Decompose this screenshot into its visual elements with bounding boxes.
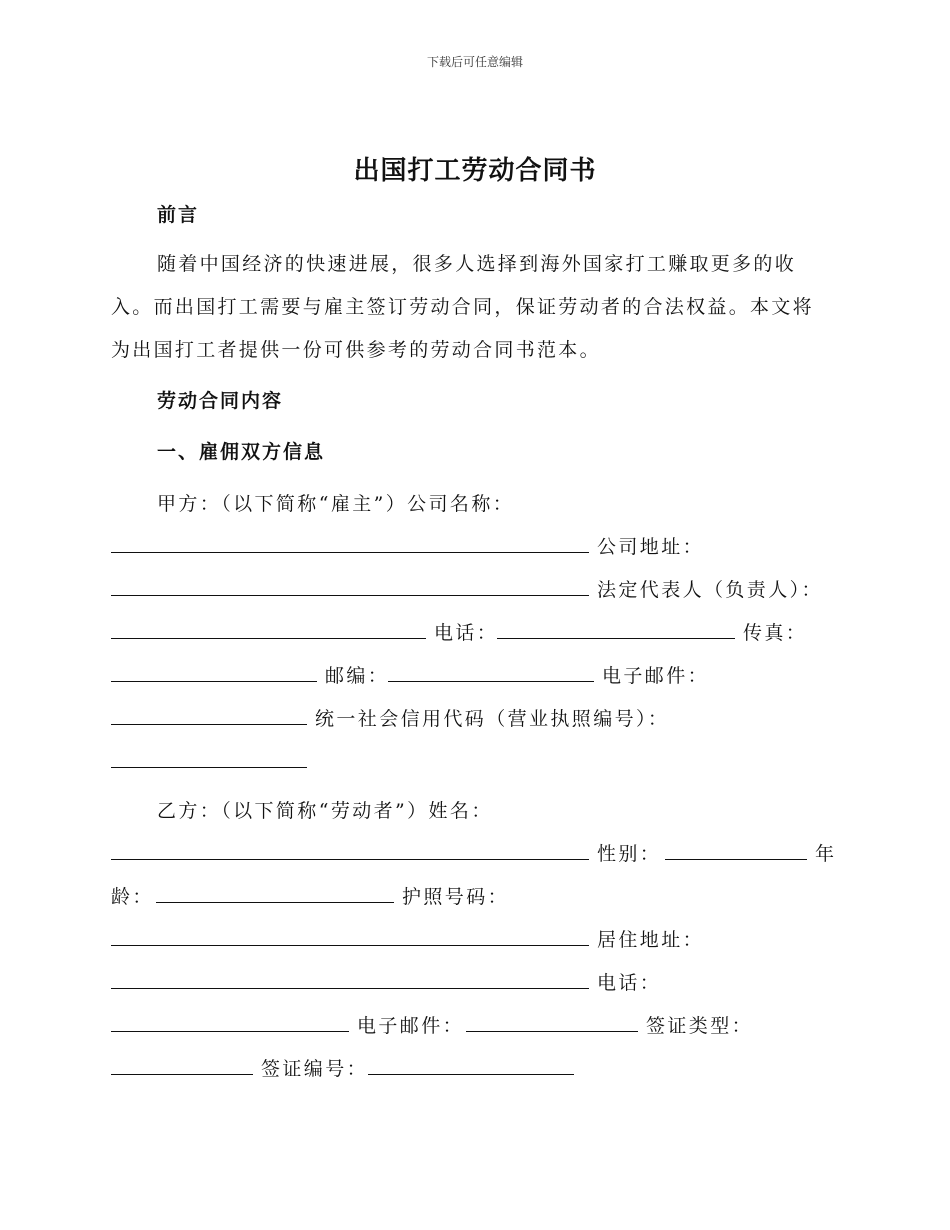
- passport-blank[interactable]: [111, 945, 589, 946]
- worker-name-blank[interactable]: [111, 859, 589, 860]
- gender-blank[interactable]: [665, 859, 807, 860]
- visa-type-blank[interactable]: [111, 1074, 253, 1075]
- company-name-blank[interactable]: [111, 552, 589, 553]
- postcode-blank[interactable]: [388, 681, 594, 682]
- residence-label: 居住地址：: [597, 929, 705, 951]
- visa-no-blank[interactable]: [368, 1074, 574, 1075]
- visa-no-label: 签证编号：: [261, 1058, 369, 1080]
- visa-type-label: 签证类型：: [646, 1015, 754, 1037]
- party-a-phone-label: 电话：: [434, 622, 499, 644]
- preface-line-1: 随着中国经济的快速进展，很多人选择到海外国家打工赚取更多的收: [157, 253, 797, 275]
- age-label-part2: 龄：: [111, 886, 154, 908]
- party-b-phone-blank[interactable]: [111, 1031, 349, 1032]
- age-label-part1: 年: [815, 843, 837, 865]
- party-a-email-blank[interactable]: [111, 724, 307, 725]
- preface-line-3: 为出国打工者提供一份可供参考的劳动合同书范本。: [111, 339, 601, 361]
- party-a-phone-blank[interactable]: [497, 638, 735, 639]
- section1-heading: 一、雇佣双方信息: [157, 441, 326, 463]
- party-b-intro: 乙方：（以下简称“劳动者”）姓名：: [157, 800, 493, 822]
- company-address-label: 公司地址：: [597, 536, 705, 558]
- legal-rep-label: 法定代表人（负责人）：: [597, 579, 823, 601]
- legal-rep-blank[interactable]: [111, 638, 426, 639]
- document-title: 出国打工劳动合同书: [353, 156, 597, 186]
- party-b-phone-label: 电话：: [597, 972, 662, 994]
- party-a-email-label: 电子邮件：: [602, 665, 710, 687]
- contract-heading: 劳动合同内容: [157, 390, 284, 412]
- preface-heading: 前言: [157, 204, 200, 226]
- credit-code-blank[interactable]: [111, 767, 307, 768]
- postcode-label: 邮编：: [325, 665, 390, 687]
- fax-label: 传真：: [743, 622, 808, 644]
- age-blank[interactable]: [156, 902, 394, 903]
- party-a-intro: 甲方：（以下简称“雇主”）公司名称：: [157, 493, 515, 515]
- company-address-blank[interactable]: [111, 595, 589, 596]
- page-header-note: 下载后可任意编辑: [426, 55, 523, 69]
- party-b-email-blank[interactable]: [466, 1031, 638, 1032]
- passport-label: 护照号码：: [402, 886, 510, 908]
- party-b-email-label: 电子邮件：: [357, 1015, 465, 1037]
- residence-blank[interactable]: [111, 988, 589, 989]
- fax-blank[interactable]: [111, 681, 317, 682]
- gender-label: 性别：: [597, 843, 662, 865]
- credit-code-label: 统一社会信用代码（营业执照编号）：: [315, 708, 670, 730]
- preface-line-2: 入。而出国打工需要与雇主签订劳动合同，保证劳动者的合法权益。本文将: [111, 296, 814, 318]
